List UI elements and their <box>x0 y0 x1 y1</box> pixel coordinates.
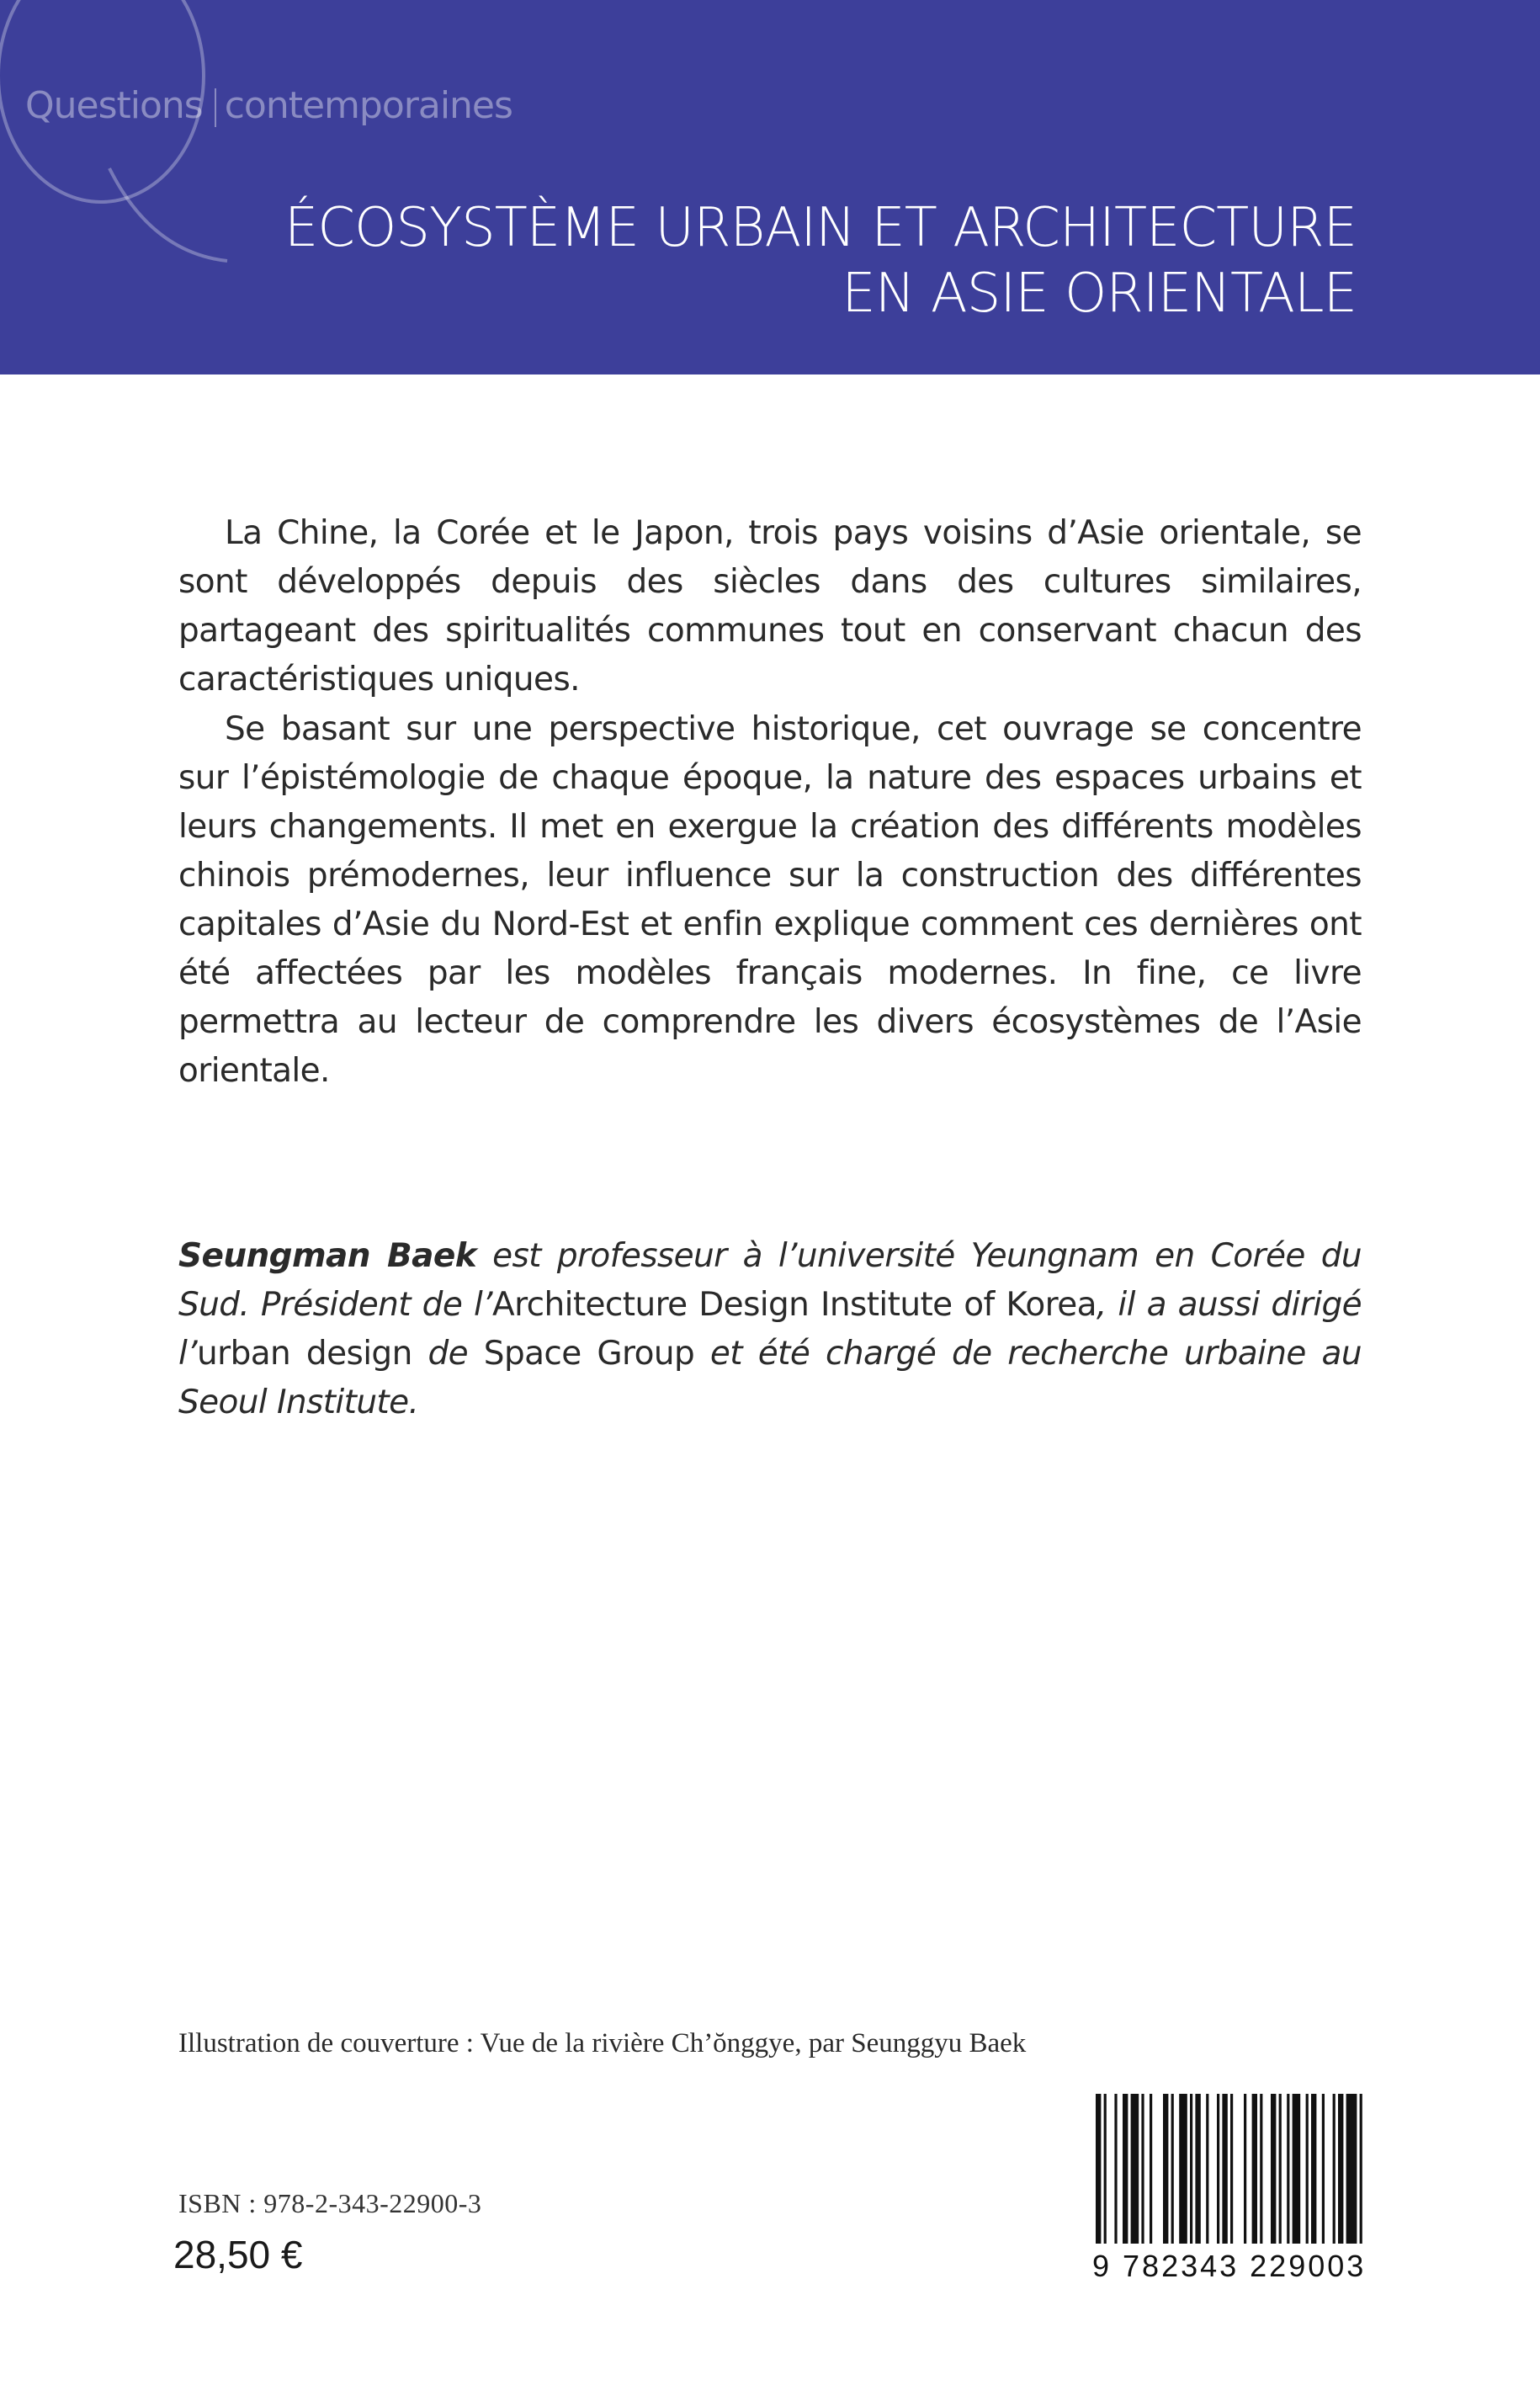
author-bio-part-1: est professeur à l’université Yeungnam en Corée du Sud. Président de l’ <box>178 1237 1362 1324</box>
cover-header <box>0 0 1540 374</box>
author-name: Seungman Baek <box>178 1237 477 1275</box>
barcode-bars-icon <box>1092 2094 1370 2245</box>
author-bio-part-4: urban design <box>197 1335 412 1373</box>
series-separator <box>215 88 216 127</box>
q-letter-icon <box>0 0 252 295</box>
author-bio-part-5: de <box>412 1335 484 1373</box>
price: 28,50 € <box>173 2233 303 2276</box>
summary-paragraph-1: La Chine, la Corée et le Japon, trois pays voisins d’Asie orientale, se sont développés depuis des siècles dans des cultures similaires, partageant des spiritualités communes tout en conservant chacun des caractéristiques uniques. <box>178 514 1362 699</box>
author-bio-part-6: Space Group <box>483 1335 695 1373</box>
barcode-digits: 9 782343 229003 <box>1092 2249 1367 2283</box>
cover-illustration-credit: Illustration de couverture : Vue de la rivière Ch’ŏnggye, par Seunggyu Baek <box>178 2028 1027 2058</box>
isbn: ISBN : 978-2-343-22900-3 <box>178 2188 482 2218</box>
author-bio-part-7: et été chargé de recherche urbaine au Seoul Institute. <box>178 1335 1362 1421</box>
series-word-contemporaines: contemporaines <box>224 84 512 127</box>
barcode <box>1092 2094 1370 2296</box>
series-name <box>25 84 512 127</box>
author-bio-part-2: Architecture Design Institute of Korea <box>491 1286 1097 1324</box>
book-title <box>284 195 1357 327</box>
title-line-2: EN ASIE ORIENTALE <box>842 263 1357 325</box>
title-line-1: ÉCOSYSTÈME URBAIN ET ARCHITECTURE <box>284 197 1357 259</box>
series-word-questions: Questions <box>25 84 203 127</box>
author-bio-part-3: , il a aussi dirigé l’ <box>178 1286 1362 1373</box>
summary-paragraph-2: Se basant sur une perspective historique, cet ouvrage se concentre sur l’épistémologie de chaque époque, la nature des espaces urbains et leurs changements. Il met en exergue la création des différents modèles chinois prémodernes, leur influence sur la construction des différentes capitales d’Asie du Nord-Est et enfin explique comment ces dernières ont été affectées par les modèles français modernes. In fine, ce livre permettra au lecteur de comprendre les divers écosystèmes de l’Asie orientale. <box>178 710 1362 1090</box>
author-bio <box>178 1232 1362 1427</box>
